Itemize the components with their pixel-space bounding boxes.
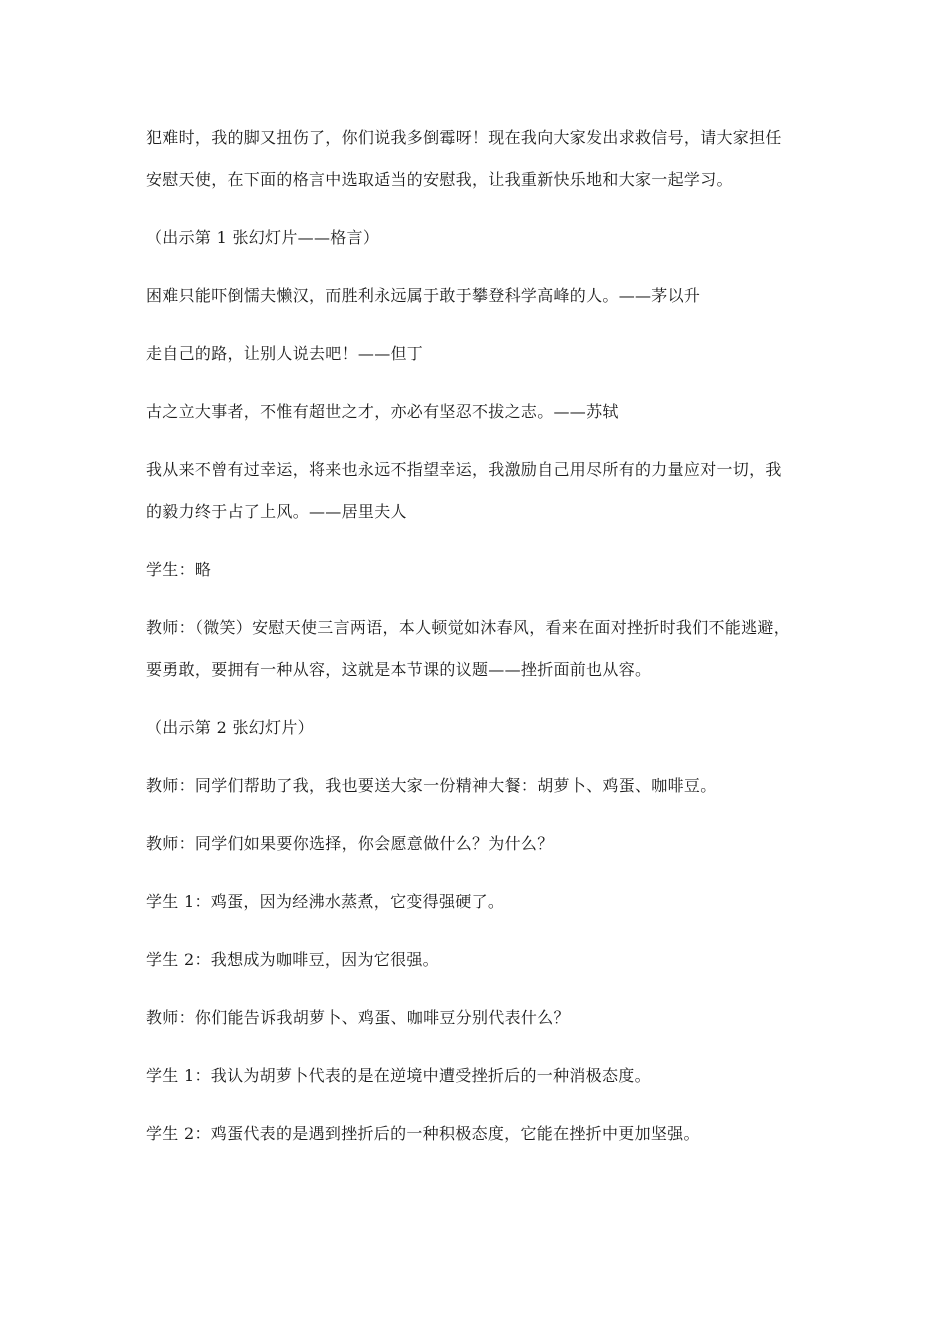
dialogue-line: 要勇敢，要拥有一种从容，这就是本节课的议题——挫折面前也从容。	[146, 660, 652, 679]
dialogue-line: 教师：你们能告诉我胡萝卜、鸡蛋、咖啡豆分别代表什么？	[146, 1008, 570, 1027]
dialogue-line: 学生 1：我认为胡萝卜代表的是在逆境中遭受挫折后的一种消极态度。	[146, 1066, 651, 1085]
paragraph-line: 犯难时，我的脚又扭伤了，你们说我多倒霉呀！现在我向大家发出求救信号，请大家担任	[146, 128, 782, 147]
dialogue-line: 学生 2：鸡蛋代表的是遇到挫折后的一种积极态度，它能在挫折中更加坚强。	[146, 1124, 700, 1143]
slide-note: （出示第 2 张幻灯片）	[146, 718, 314, 737]
dialogue-line: 学生 2：我想成为咖啡豆，因为它很强。	[146, 950, 439, 969]
quote-line: 困难只能吓倒懦夫懒汉，而胜利永远属于敢于攀登科学高峰的人。——茅以升	[146, 286, 701, 305]
dialogue-line: 学生 1：鸡蛋，因为经沸水蒸煮，它变得强硬了。	[146, 892, 505, 911]
dialogue-line: 教师：同学们帮助了我，我也要送大家一份精神大餐：胡萝卜、鸡蛋、咖啡豆。	[146, 776, 717, 795]
paragraph-line: 安慰天使，在下面的格言中选取适当的安慰我，让我重新快乐地和大家一起学习。	[146, 170, 733, 189]
quote-line: 走自己的路，让别人说去吧！——但丁	[146, 344, 424, 363]
quote-line: 我从来不曾有过幸运，将来也永远不指望幸运，我激励自己用尽所有的力量应对一切，我	[146, 460, 782, 479]
quote-line: 的毅力终于占了上风。——居里夫人	[146, 502, 407, 521]
dialogue-line: 教师：（微笑）安慰天使三言两语，本人顿觉如沐春风，看来在面对挫折时我们不能逃避，	[146, 618, 791, 637]
quote-line: 古之立大事者，不惟有超世之才，亦必有坚忍不拔之志。——苏轼	[146, 402, 619, 421]
dialogue-line: 教师：同学们如果要你选择，你会愿意做什么？为什么？	[146, 834, 554, 853]
slide-note: （出示第 1 张幻灯片——格言）	[146, 228, 380, 247]
dialogue-line: 学生：略	[146, 560, 212, 579]
